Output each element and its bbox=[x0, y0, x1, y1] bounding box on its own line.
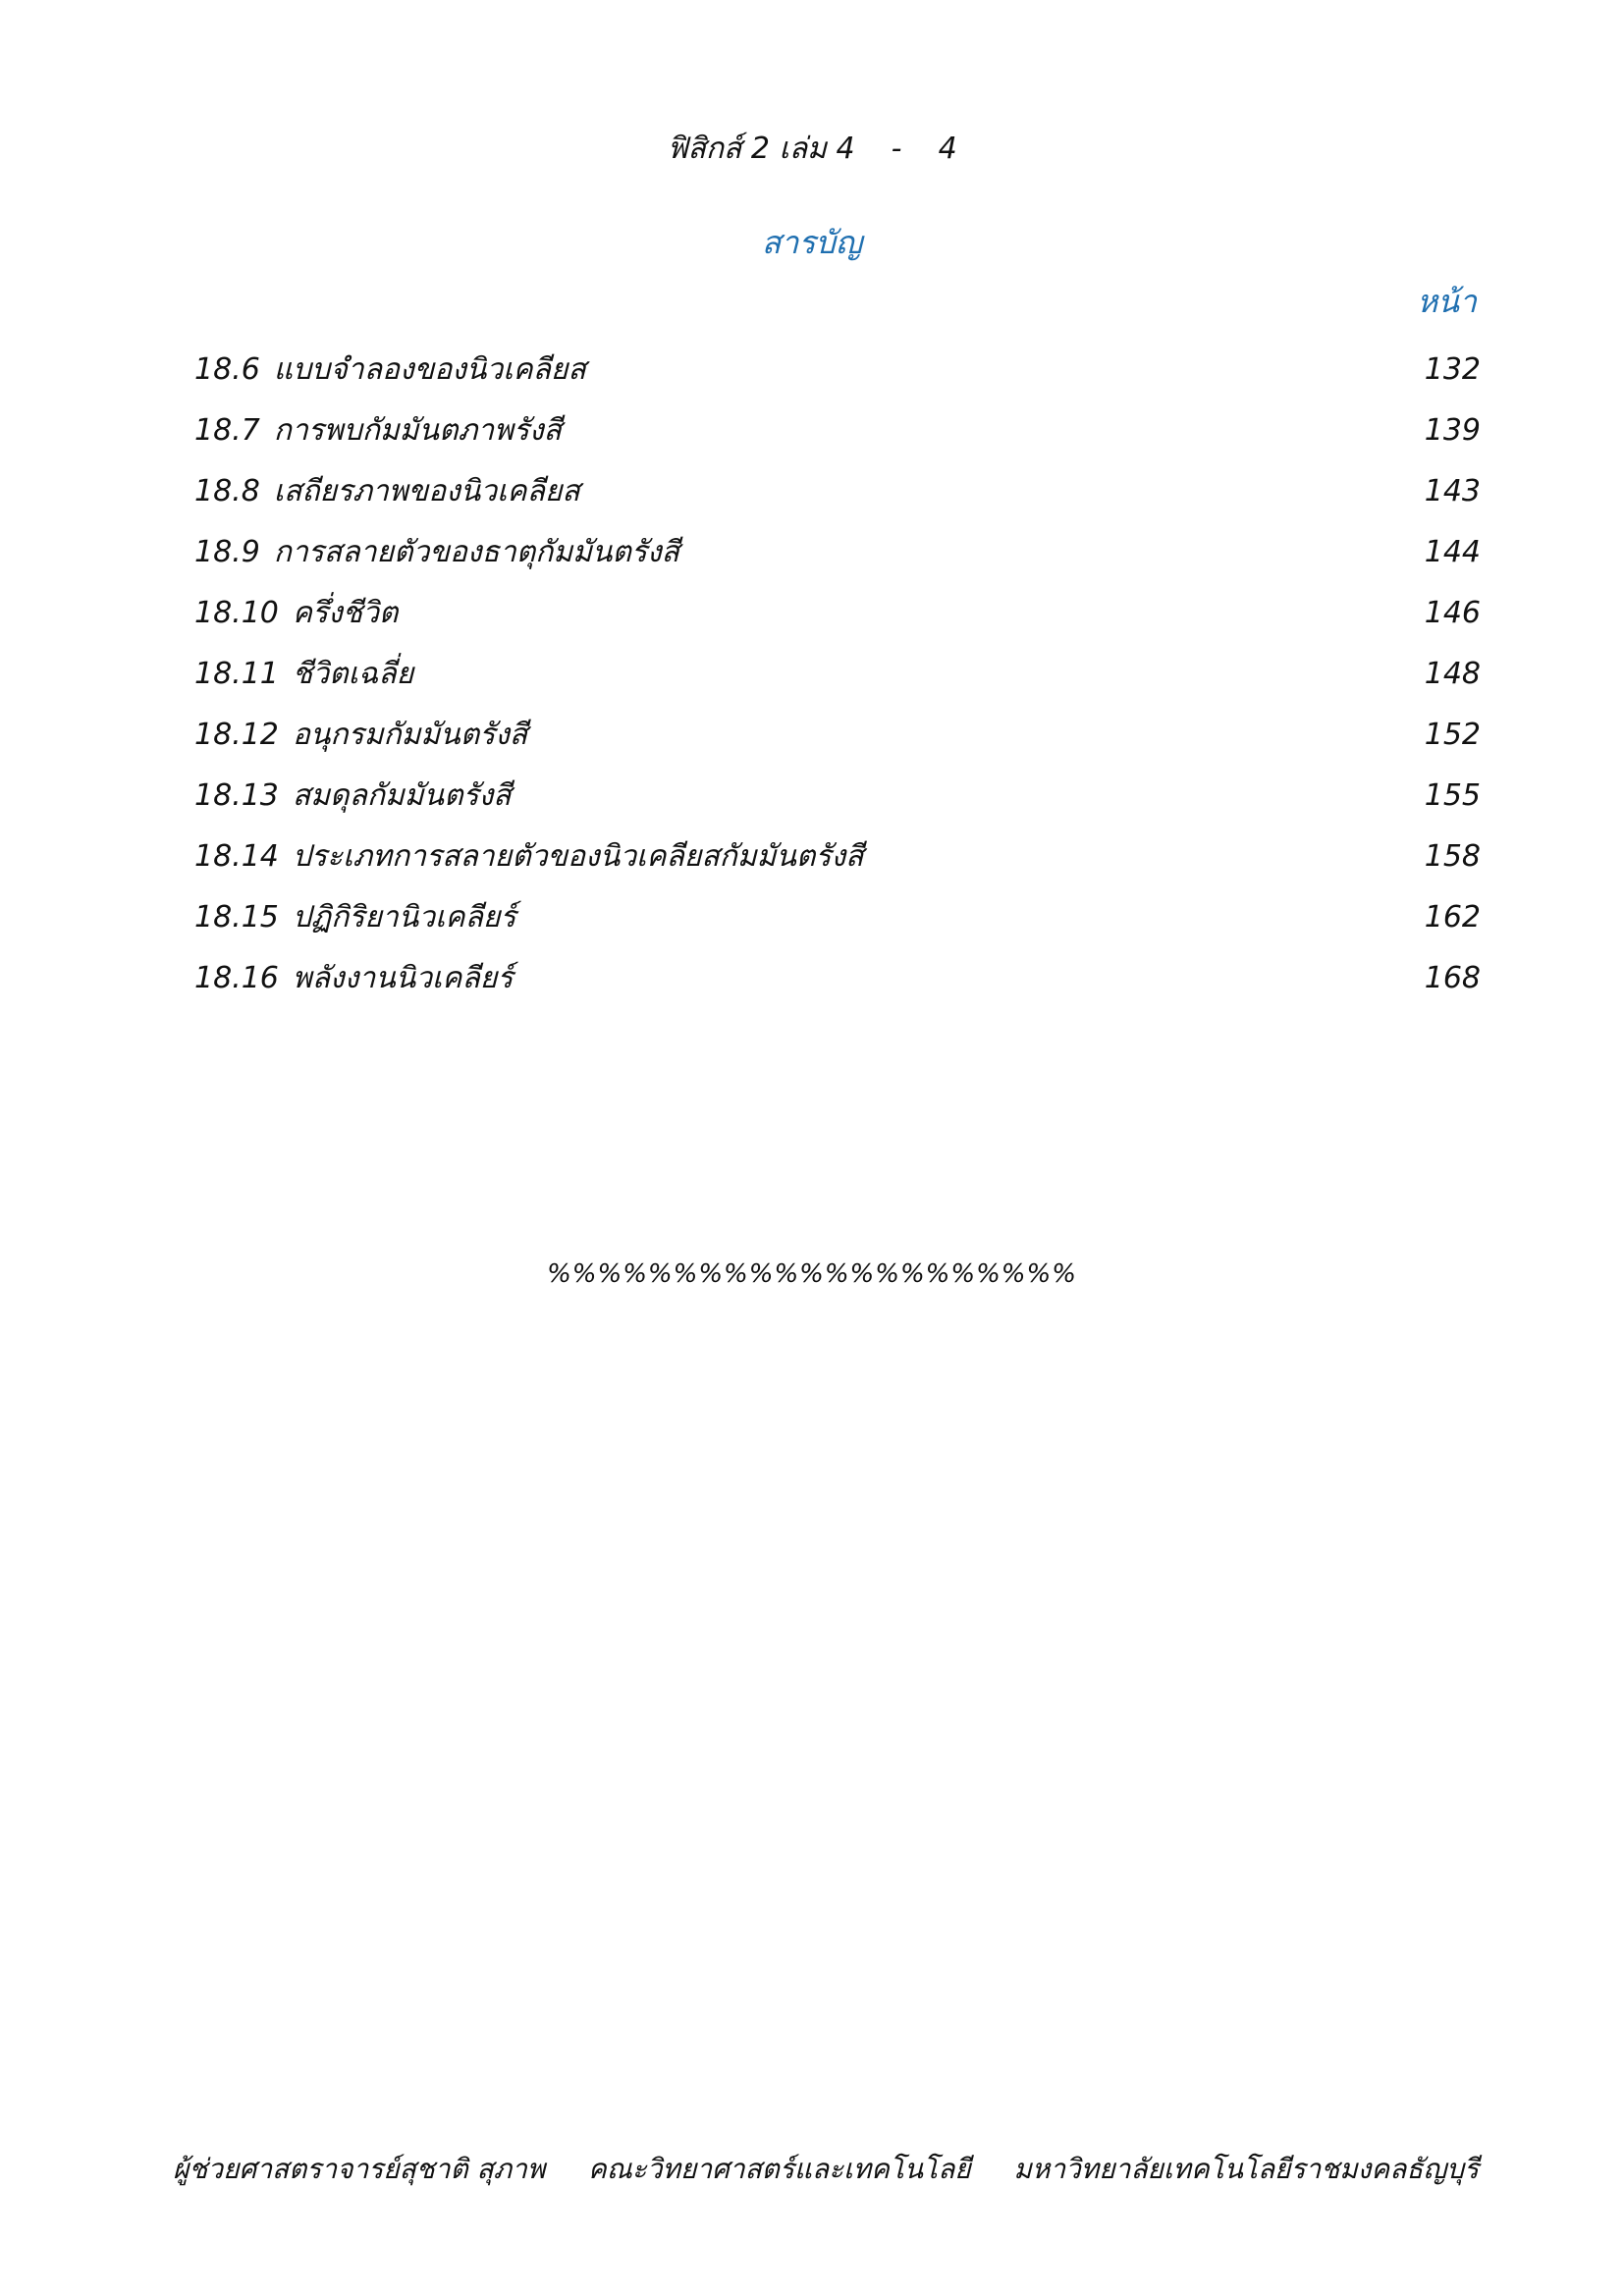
toc-entry-page: 158 bbox=[1424, 838, 1481, 874]
toc-entry-page: 132 bbox=[1424, 351, 1481, 387]
toc-entry-title: ประเภทการสลายตัวของนิวเคลียสกัมมันตรังสี bbox=[292, 838, 864, 874]
toc-entry-title: ปฏิกิริยานิวเคลียร์ bbox=[292, 899, 516, 934]
header-page-number: 4 bbox=[938, 132, 957, 166]
toc-entry-title: สมดุลกัมมันตรังสี bbox=[292, 777, 512, 813]
toc-entry-title: ชีวิตเฉลี่ย bbox=[292, 656, 414, 691]
toc-entry bbox=[194, 947, 1481, 1008]
header-separator: - bbox=[891, 132, 902, 166]
toc-entry-number: 18.16 bbox=[194, 960, 279, 995]
toc-entry bbox=[194, 582, 1481, 643]
toc-entry bbox=[194, 400, 1481, 460]
toc-entry-title: ครึ่งชีวิต bbox=[292, 595, 399, 630]
toc-entry bbox=[194, 704, 1481, 765]
toc-entry bbox=[194, 886, 1481, 947]
section-divider: %%%%%%%%%%%%%%%%%%%%% bbox=[547, 1259, 1077, 1289]
running-header bbox=[0, 126, 1624, 172]
toc-entry-page: 144 bbox=[1424, 534, 1481, 569]
toc-entry-page: 152 bbox=[1424, 717, 1481, 752]
footer-faculty: คณะวิทยาศาสตร์และเทคโนโลยี bbox=[588, 2153, 971, 2185]
toc-entry-page: 162 bbox=[1424, 899, 1481, 934]
toc-title: สารบัญ bbox=[761, 224, 863, 261]
toc-entry bbox=[194, 460, 1481, 521]
toc-entry-number: 18.9 bbox=[194, 534, 260, 569]
toc-entry-title: อนุกรมกัมมันตรังสี bbox=[292, 717, 528, 752]
toc-entry-page: 139 bbox=[1424, 412, 1481, 448]
toc-entry-number: 18.14 bbox=[194, 838, 279, 874]
toc-entry-page: 146 bbox=[1424, 595, 1481, 630]
toc-entry-title: แบบจำลองของนิวเคลียส bbox=[273, 351, 586, 387]
toc-entry-number: 18.7 bbox=[194, 412, 260, 448]
toc-entry-number: 18.11 bbox=[194, 656, 279, 691]
toc-entry-page: 148 bbox=[1424, 656, 1481, 691]
toc-entry bbox=[194, 643, 1481, 704]
footer-author: ผู้ช่วยศาสตราจารย์สุชาติ สุภาพ bbox=[173, 2153, 546, 2185]
toc-entry-number: 18.13 bbox=[194, 777, 279, 813]
toc-entry-page: 155 bbox=[1424, 777, 1481, 813]
toc-entry bbox=[194, 826, 1481, 886]
footer-university: มหาวิทยาลัยเทคโนโลยีราชมงคลธัญบุรี bbox=[1013, 2153, 1479, 2185]
toc-entry bbox=[194, 521, 1481, 582]
toc-entry-number: 18.6 bbox=[194, 351, 260, 387]
toc-list bbox=[194, 339, 1481, 1008]
book-title: ฟิสิกส์ 2 เล่ม 4 bbox=[667, 132, 855, 166]
toc-entry-number: 18.8 bbox=[194, 473, 260, 508]
toc-entry-number: 18.15 bbox=[194, 899, 279, 934]
page-column-label: หน้า bbox=[1417, 283, 1477, 320]
toc-entry-page: 168 bbox=[1424, 960, 1481, 995]
toc-entry-number: 18.12 bbox=[194, 717, 279, 752]
toc-entry-number: 18.10 bbox=[194, 595, 279, 630]
toc-entry-page: 143 bbox=[1424, 473, 1481, 508]
toc-entry bbox=[194, 339, 1481, 400]
toc-entry-title: การพบกัมมันตภาพรังสี bbox=[273, 412, 562, 448]
toc-entry-title: พลังงานนิวเคลียร์ bbox=[292, 960, 514, 995]
page-footer bbox=[173, 2148, 1479, 2191]
toc-entry-title: การสลายตัวของธาตุกัมมันตรังสี bbox=[273, 534, 679, 569]
toc-entry bbox=[194, 765, 1481, 826]
toc-entry-title: เสถียรภาพของนิวเคลียส bbox=[273, 473, 580, 508]
